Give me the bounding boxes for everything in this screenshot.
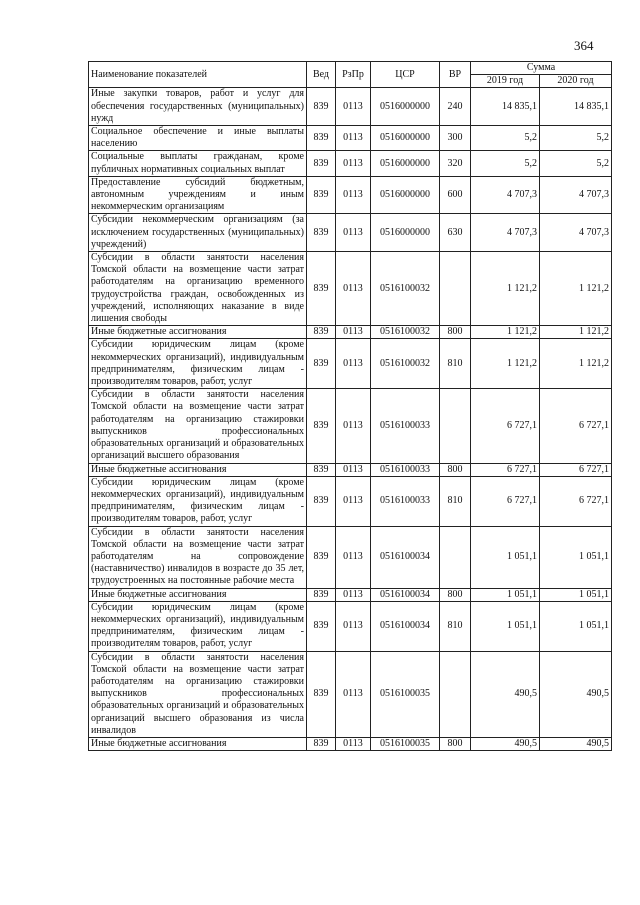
table-row xyxy=(89,389,612,463)
row-csr: 0516100034 xyxy=(371,588,440,601)
page-number: 364 xyxy=(574,38,594,53)
row-sum-2019: 6 727,1 xyxy=(471,389,540,463)
row-csr: 0516000000 xyxy=(371,176,440,214)
table-header xyxy=(89,62,612,88)
row-sum-2020: 6 727,1 xyxy=(540,389,612,463)
row-vr: 810 xyxy=(440,476,471,526)
row-sum-2019: 4 707,3 xyxy=(471,214,540,252)
row-csr: 0516100034 xyxy=(371,601,440,651)
header-vr: ВР xyxy=(440,62,471,88)
row-sum-2019: 5,2 xyxy=(471,151,540,176)
table-row xyxy=(89,737,612,750)
table-row xyxy=(89,526,612,588)
row-sum-2019: 490,5 xyxy=(471,651,540,737)
row-vr: 600 xyxy=(440,176,471,214)
row-rzpr: 0113 xyxy=(336,588,371,601)
table-row xyxy=(89,463,612,476)
row-sum-2020: 1 051,1 xyxy=(540,526,612,588)
row-ved: 839 xyxy=(307,476,336,526)
row-ved: 839 xyxy=(307,588,336,601)
row-csr: 0516100035 xyxy=(371,651,440,737)
row-name: Субсидии юридическим лицам (кроме некоммерческих организаций), индивидуальным предпринимателям, физическим лицам - производителям товаров, работ, услуг xyxy=(89,601,307,651)
row-csr: 0516100035 xyxy=(371,737,440,750)
table-row xyxy=(89,601,612,651)
row-vr xyxy=(440,526,471,588)
row-vr: 800 xyxy=(440,737,471,750)
row-rzpr: 0113 xyxy=(336,476,371,526)
row-vr xyxy=(440,651,471,737)
row-name: Социальное обеспечение и иные выплаты населению xyxy=(89,126,307,151)
row-vr: 630 xyxy=(440,214,471,252)
row-rzpr: 0113 xyxy=(336,326,371,339)
row-name: Предоставление субсидий бюджетным, автономным учреждениям и иным некоммерческим организациям xyxy=(89,176,307,214)
row-ved: 839 xyxy=(307,463,336,476)
row-sum-2020: 1 121,2 xyxy=(540,326,612,339)
row-sum-2020: 1 121,2 xyxy=(540,339,612,389)
row-rzpr: 0113 xyxy=(336,601,371,651)
row-sum-2019: 6 727,1 xyxy=(471,476,540,526)
row-vr xyxy=(440,389,471,463)
row-name: Субсидии в области занятости населения Томской области на возмещение части затрат работодателям на организацию стажировки выпускников профессиональных образовательных организаций и образовательных организаций высшего образования xyxy=(89,389,307,463)
row-rzpr: 0113 xyxy=(336,214,371,252)
row-ved: 839 xyxy=(307,88,336,126)
row-vr: 810 xyxy=(440,339,471,389)
row-rzpr: 0113 xyxy=(336,176,371,214)
row-csr: 0516100032 xyxy=(371,326,440,339)
row-name: Субсидии юридическим лицам (кроме некоммерческих организаций), индивидуальным предпринимателям, физическим лицам - производителям товаров, работ, услуг xyxy=(89,476,307,526)
row-ved: 839 xyxy=(307,252,336,326)
row-csr: 0516100032 xyxy=(371,339,440,389)
row-sum-2019: 1 051,1 xyxy=(471,588,540,601)
budget-table xyxy=(88,61,612,751)
table-row xyxy=(89,151,612,176)
row-vr: 240 xyxy=(440,88,471,126)
header-rzpr: РзПр xyxy=(336,62,371,88)
table-row xyxy=(89,214,612,252)
row-csr: 0516100032 xyxy=(371,252,440,326)
row-ved: 839 xyxy=(307,601,336,651)
row-vr: 300 xyxy=(440,126,471,151)
table-row xyxy=(89,252,612,326)
row-sum-2019: 1 121,2 xyxy=(471,326,540,339)
row-sum-2020: 1 051,1 xyxy=(540,601,612,651)
row-name: Иные бюджетные ассигнования xyxy=(89,588,307,601)
table-row xyxy=(89,176,612,214)
row-vr xyxy=(440,252,471,326)
table-row xyxy=(89,126,612,151)
row-sum-2019: 6 727,1 xyxy=(471,463,540,476)
row-vr: 810 xyxy=(440,601,471,651)
row-rzpr: 0113 xyxy=(336,339,371,389)
row-sum-2020: 490,5 xyxy=(540,651,612,737)
row-sum-2020: 1 121,2 xyxy=(540,252,612,326)
row-name: Субсидии юридическим лицам (кроме некоммерческих организаций), индивидуальным предпринимателям, физическим лицам - производителям товаров, работ, услуг xyxy=(89,339,307,389)
row-vr: 800 xyxy=(440,463,471,476)
header-csr: ЦСР xyxy=(371,62,440,88)
table-row xyxy=(89,88,612,126)
row-sum-2019: 14 835,1 xyxy=(471,88,540,126)
row-rzpr: 0113 xyxy=(336,651,371,737)
row-csr: 0516000000 xyxy=(371,214,440,252)
table-row xyxy=(89,339,612,389)
header-sum: Сумма xyxy=(471,62,612,75)
row-sum-2019: 1 121,2 xyxy=(471,252,540,326)
table-row xyxy=(89,326,612,339)
row-sum-2020: 14 835,1 xyxy=(540,88,612,126)
row-ved: 839 xyxy=(307,126,336,151)
row-sum-2019: 5,2 xyxy=(471,126,540,151)
row-name: Социальные выплаты гражданам, кроме публичных нормативных социальных выплат xyxy=(89,151,307,176)
row-rzpr: 0113 xyxy=(336,151,371,176)
row-ved: 839 xyxy=(307,651,336,737)
row-sum-2019: 1 121,2 xyxy=(471,339,540,389)
row-name: Иные бюджетные ассигнования xyxy=(89,326,307,339)
row-sum-2020: 6 727,1 xyxy=(540,463,612,476)
row-rzpr: 0113 xyxy=(336,526,371,588)
row-csr: 0516000000 xyxy=(371,151,440,176)
row-rzpr: 0113 xyxy=(336,389,371,463)
row-ved: 839 xyxy=(307,737,336,750)
row-sum-2020: 5,2 xyxy=(540,151,612,176)
row-ved: 839 xyxy=(307,151,336,176)
header-name: Наименование показателей xyxy=(89,62,307,88)
row-name: Иные бюджетные ассигнования xyxy=(89,737,307,750)
row-sum-2020: 4 707,3 xyxy=(540,214,612,252)
table-body xyxy=(89,88,612,751)
row-csr: 0516000000 xyxy=(371,126,440,151)
row-ved: 839 xyxy=(307,326,336,339)
row-sum-2020: 6 727,1 xyxy=(540,476,612,526)
row-csr: 0516100033 xyxy=(371,476,440,526)
row-csr: 0516100033 xyxy=(371,389,440,463)
row-sum-2019: 1 051,1 xyxy=(471,601,540,651)
row-csr: 0516000000 xyxy=(371,88,440,126)
row-ved: 839 xyxy=(307,389,336,463)
row-ved: 839 xyxy=(307,339,336,389)
row-sum-2020: 1 051,1 xyxy=(540,588,612,601)
row-sum-2020: 4 707,3 xyxy=(540,176,612,214)
row-vr: 320 xyxy=(440,151,471,176)
row-ved: 839 xyxy=(307,526,336,588)
table-row xyxy=(89,476,612,526)
header-year-2020: 2020 год xyxy=(540,75,612,88)
row-sum-2020: 5,2 xyxy=(540,126,612,151)
row-sum-2019: 4 707,3 xyxy=(471,176,540,214)
row-rzpr: 0113 xyxy=(336,463,371,476)
row-csr: 0516100034 xyxy=(371,526,440,588)
row-name: Субсидии в области занятости населения Томской области на возмещение части затрат работодателям на организацию стажировки выпускников профессиональных образовательных организаций и образовательных организаций высшего образования из числа инвалидов xyxy=(89,651,307,737)
row-sum-2020: 490,5 xyxy=(540,737,612,750)
row-sum-2019: 1 051,1 xyxy=(471,526,540,588)
row-name: Субсидии некоммерческим организациям (за исключением государственных (муниципальных) учреждений) xyxy=(89,214,307,252)
row-vr: 800 xyxy=(440,588,471,601)
row-ved: 839 xyxy=(307,214,336,252)
row-name: Иные бюджетные ассигнования xyxy=(89,463,307,476)
row-vr: 800 xyxy=(440,326,471,339)
row-name: Иные закупки товаров, работ и услуг для обеспечения государственных (муниципальных) нужд xyxy=(89,88,307,126)
row-sum-2019: 490,5 xyxy=(471,737,540,750)
row-rzpr: 0113 xyxy=(336,737,371,750)
row-rzpr: 0113 xyxy=(336,126,371,151)
row-csr: 0516100033 xyxy=(371,463,440,476)
row-rzpr: 0113 xyxy=(336,252,371,326)
row-name: Субсидии в области занятости населения Томской области на возмещение части затрат работодателям на сопровождение (наставничество) инвалидов в возрасте до 35 лет, трудоустроенных на постоянные рабочие места xyxy=(89,526,307,588)
row-ved: 839 xyxy=(307,176,336,214)
table-row xyxy=(89,588,612,601)
row-rzpr: 0113 xyxy=(336,88,371,126)
row-name: Субсидии в области занятости населения Томской области на возмещение части затрат работодателям на организацию временного трудоустройства граждан, освобожденных из учреждений, исполняющих наказание в виде лишения свободы xyxy=(89,252,307,326)
table-row xyxy=(89,651,612,737)
header-year-2019: 2019 год xyxy=(471,75,540,88)
header-ved: Вед xyxy=(307,62,336,88)
